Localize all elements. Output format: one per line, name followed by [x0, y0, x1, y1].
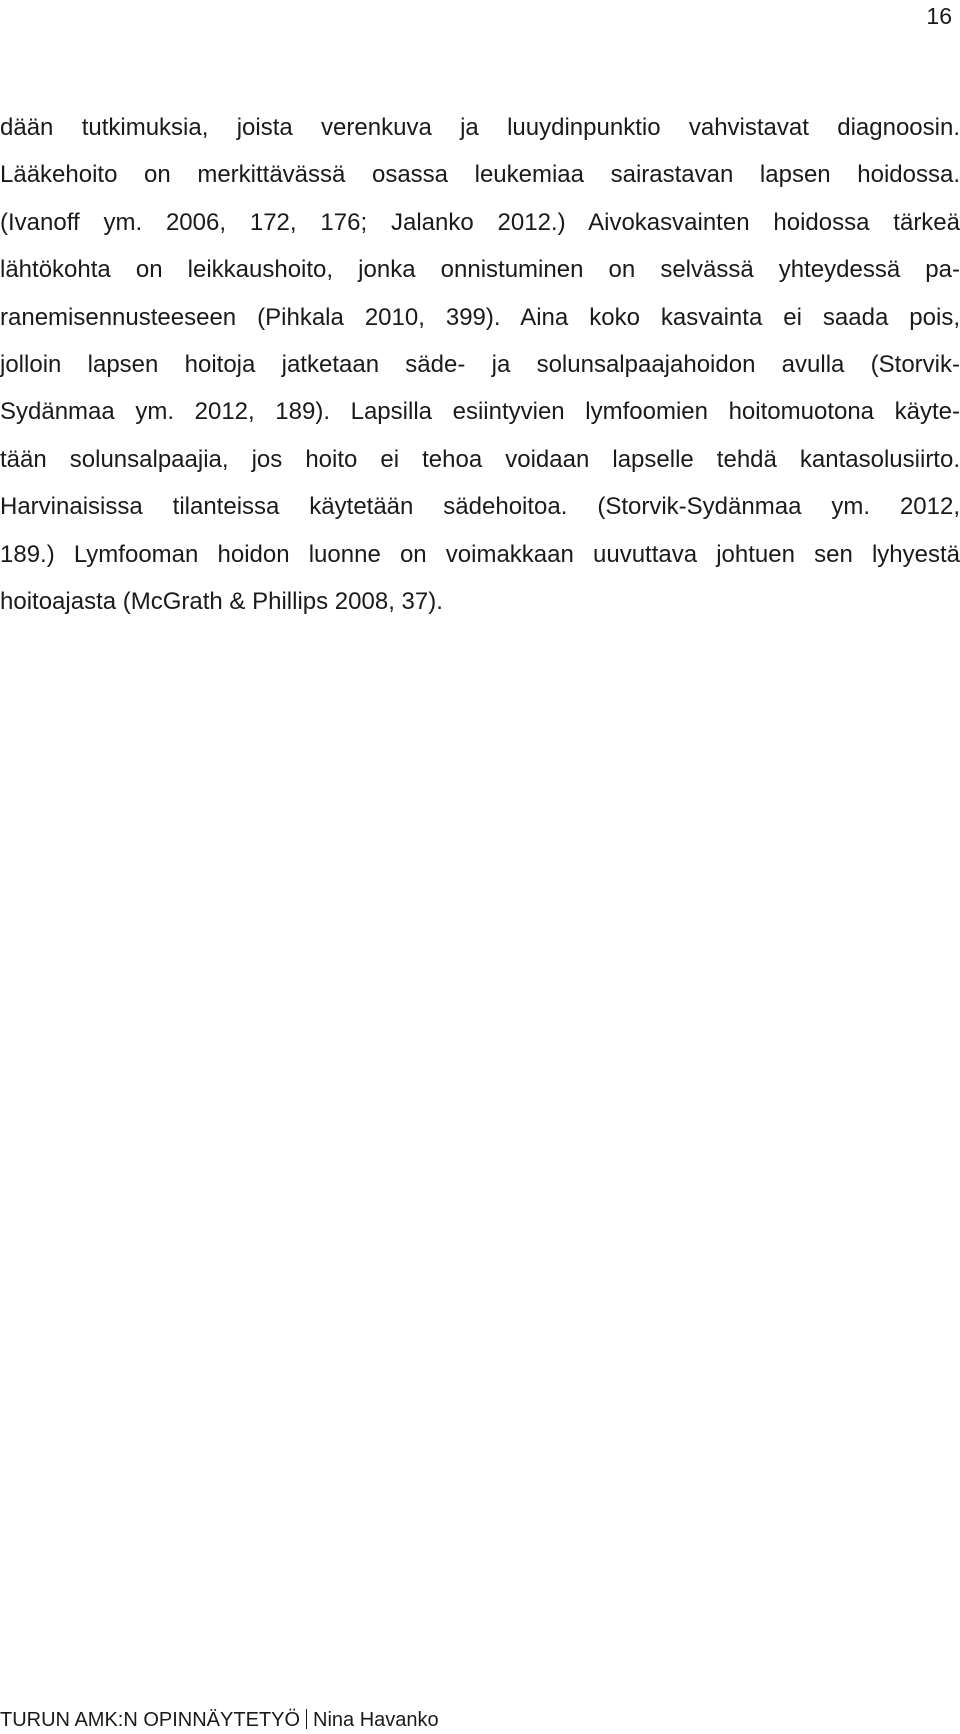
text-line: Harvinaisissa tilanteissa käytetään sädehoitoa. (Storvik-Sydänmaa ym. 2012, [0, 493, 960, 521]
page-footer [0, 1708, 439, 1732]
text-line: dään tutkimuksia, joista verenkuva ja luuydinpunktio vahvistavat diagnoosin. [0, 114, 960, 141]
footer-separator [306, 1709, 307, 1729]
text-line: jolloin lapsen hoitoja jatketaan säde- ja solunsalpaajahoidon avulla (Storvik- [0, 350, 960, 378]
footer-author: Nina Havanko [313, 1709, 439, 1731]
text-line: tään solunsalpaajia, jos hoito ei tehoa voidaan lapselle tehdä kantasolusiirto. [0, 445, 960, 473]
text-line: hoitoajasta (McGrath & Phillips 2008, 37). [0, 587, 443, 615]
text-line: 189.) Lymfooman hoidon luonne on voimakkaan uuvuttava johtuen sen lyhyestä [0, 540, 960, 568]
text-line: Lääkehoito on merkittävässä osassa leukemiaa sairastavan lapsen hoidossa. [0, 161, 960, 189]
body-paragraph [0, 104, 960, 625]
text-line: Sydänmaa ym. 2012, 189). Lapsilla esiintyvien lymfoomien hoitomuotona käyte- [0, 398, 960, 426]
page-number: 16 [926, 3, 952, 29]
text-line: ranemisennusteeseen (Pihkala 2010, 399). Aina koko kasvainta ei saada pois, [0, 303, 960, 331]
text-line: (Ivanoff ym. 2006, 172, 176; Jalanko 2012.) Aivokasvainten hoidossa tärkeä [0, 208, 960, 236]
footer-institution: TURUN AMK:N OPINNÄYTETYÖ [0, 1709, 301, 1731]
text-line: lähtökohta on leikkaushoito, jonka onnistuminen on selvässä yhteydessä pa- [0, 256, 960, 284]
